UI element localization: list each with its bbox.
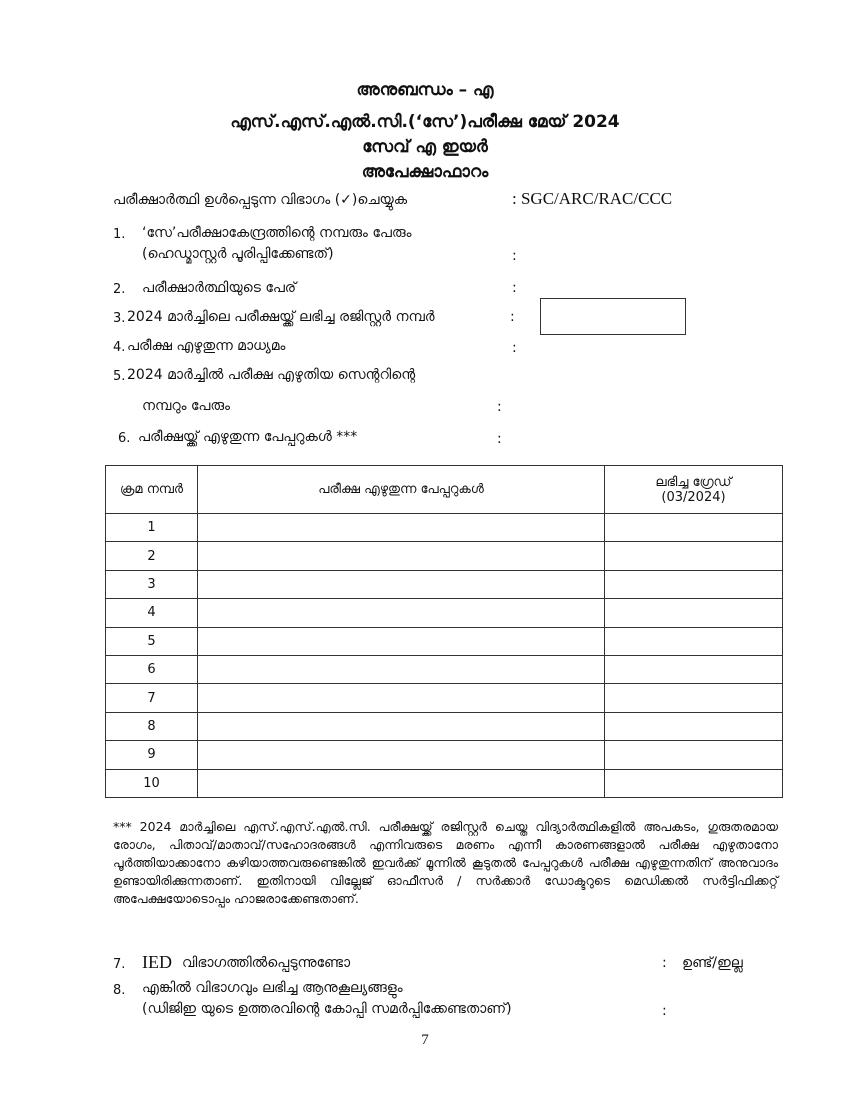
grade-cell[interactable]: [605, 542, 783, 570]
paper-cell[interactable]: [198, 769, 605, 797]
field-colon: :: [510, 309, 515, 325]
table-row: [106, 599, 783, 627]
field-label: പരീക്ഷ എഴുതുന്ന മാധ്യമം: [127, 338, 286, 354]
table-row: [106, 627, 783, 655]
item8-label: എങ്കിൽ വിഭാഗവും ലഭിച്ച ആനുകൂല്യങ്ങളും: [142, 980, 403, 996]
serial-cell: 6: [106, 655, 198, 683]
papers-header: പരീക്ഷ എഴുതുന്ന പേപ്പറുകൾ: [198, 466, 605, 514]
grade-cell[interactable]: [605, 514, 783, 542]
category-label: പരീക്ഷാർത്ഥി ഉൾപ്പെടുന്ന വിഭാഗം (✓)ചെയ്യുക: [113, 192, 408, 208]
field-sublabel: നമ്പറും പേരും: [142, 398, 230, 414]
paper-cell[interactable]: [198, 627, 605, 655]
field-number: 2.: [113, 282, 126, 297]
grade-cell[interactable]: [605, 712, 783, 740]
paper-cell[interactable]: [198, 514, 605, 542]
item7-value: ഉണ്ട്/ഇല്ല: [682, 955, 743, 971]
grade-cell[interactable]: [605, 655, 783, 683]
field-label: 2024 മാർച്ചിൽ പരീക്ഷ എഴുതിയ സെന്ററിന്റെ: [127, 367, 416, 383]
paper-cell[interactable]: [198, 655, 605, 683]
item7-colon: :: [662, 955, 667, 971]
field-colon: :: [512, 280, 517, 296]
serial-header: ക്രമ നമ്പർ: [106, 466, 198, 514]
field-label: പരീക്ഷയ്ക്ക് എഴുതുന്ന പേപ്പറുകൾ ***: [138, 429, 358, 445]
serial-cell: 10: [106, 769, 198, 797]
serial-cell: 3: [106, 570, 198, 598]
grade-cell[interactable]: [605, 570, 783, 598]
grade-header: [605, 466, 783, 514]
category-value: : SGC/ARC/RAC/CCC: [512, 189, 673, 208]
register-number-box[interactable]: [540, 298, 686, 335]
serial-cell: 7: [106, 684, 198, 712]
note-text: *** 2024 മാർച്ചിലെ എസ്.എസ്.എൽ.സി. പരീക്ഷയ്ക്ക് രജിസ്റ്റർ ചെയ്ത വിദ്യാർത്ഥികളിൽ അപകടം, ഗുരുതരമായ രോഗം, പിതാവ്/മാതാവ്/സഹോദരങ്ങൾ എന്നിവരുടെ മരണം എന്നീ കാരണങ്ങളാൽ പരീക്ഷ എഴുതാനോ പൂർത്തിയാക്കാനോ കഴിയാത്തവരുണ്ടെങ്കിൽ ഇവർക്ക് മൂന്നിൽ കൂടുതൽ പേപ്പറുകൾ പരീക്ഷ എഴുതുന്നതിന് അനുവാദം ഉണ്ടായിരിക്കുന്നതാണ്. ഇതിനായി വില്ലേജ് ഓഫീസർ / സർക്കാർ ഡോക്ടറുടെ മെഡിക്കൽ സർട്ടിഫിക്കറ്റ് അപേക്ഷയോടൊപ്പം ഹാജരാക്കേണ്ടതാണ്.: [113, 819, 778, 906]
form-heading: അപേക്ഷാഫാറം: [361, 162, 489, 182]
field-number: 6.: [118, 431, 131, 446]
paper-cell[interactable]: [198, 542, 605, 570]
serial-cell: 5: [106, 627, 198, 655]
paper-cell[interactable]: [198, 599, 605, 627]
papers-table: [105, 465, 783, 798]
grade-header-date: (03/2024): [661, 489, 726, 505]
table-row: [106, 514, 783, 542]
grade-cell[interactable]: [605, 684, 783, 712]
grade-cell[interactable]: [605, 627, 783, 655]
field-colon: :: [497, 431, 502, 447]
table-row: [106, 741, 783, 769]
table-row: [106, 570, 783, 598]
save-year-heading: സേവ് എ ഇയർ: [362, 137, 488, 157]
page-number: 7: [421, 1032, 429, 1048]
field-label: പരീക്ഷാർത്ഥിയുടെ പേര്: [142, 280, 297, 296]
annex-heading: അനുബന്ധം – എ: [356, 80, 494, 100]
grade-cell[interactable]: [605, 599, 783, 627]
field-colon: :: [497, 399, 502, 415]
table-row: [106, 655, 783, 683]
item8-number: 8.: [113, 983, 126, 998]
paper-cell[interactable]: [198, 570, 605, 598]
field-number: 1.: [113, 227, 126, 242]
serial-cell: 8: [106, 712, 198, 740]
grade-cell[interactable]: [605, 769, 783, 797]
grade-cell[interactable]: [605, 741, 783, 769]
grade-header-label: ലഭിച്ച ഗ്രേഡ്: [655, 474, 732, 490]
field-colon: :: [512, 340, 517, 356]
item7-number: 7.: [113, 957, 126, 972]
serial-cell: 4: [106, 599, 198, 627]
field-label: 2024 മാർച്ചിലെ പരീക്ഷയ്ക്ക് ലഭിച്ച രജിസ്റ്റർ നമ്പർ: [127, 309, 435, 325]
paper-cell[interactable]: [198, 684, 605, 712]
serial-cell: 1: [106, 514, 198, 542]
serial-cell: 2: [106, 542, 198, 570]
item8-sublabel: (ഡിജിഇ യുടെ ഉത്തരവിന്റെ കോപ്പി സമർപ്പിക്കേണ്ടതാണ്): [142, 1001, 512, 1017]
table-row: [106, 712, 783, 740]
table-row: [106, 769, 783, 797]
item8-colon: :: [662, 1003, 667, 1019]
field-number: 3.: [113, 311, 126, 326]
item7-ied: IED: [142, 952, 172, 972]
field-colon: :: [512, 248, 517, 264]
exam-heading: എസ്.എസ്.എൽ.സി.(‘സേ’)പരീക്ഷ മേയ് 2024: [230, 112, 620, 132]
serial-cell: 9: [106, 741, 198, 769]
table-row: [106, 684, 783, 712]
field-number: 4.: [113, 340, 126, 355]
table-row: [106, 542, 783, 570]
paper-cell[interactable]: [198, 712, 605, 740]
item7-label: വിഭാഗത്തിൽപ്പെടുന്നുണ്ടോ: [182, 955, 351, 971]
field-label: ‘സേ’പരീക്ഷാകേന്ദ്രത്തിന്റെ നമ്പരും പേരും: [142, 225, 412, 241]
paper-cell[interactable]: [198, 741, 605, 769]
field-number: 5.: [113, 369, 126, 384]
field-sublabel: (ഹെഡ്മാസ്റ്റർ പൂരിപ്പിക്കേണ്ടത്): [142, 246, 334, 262]
